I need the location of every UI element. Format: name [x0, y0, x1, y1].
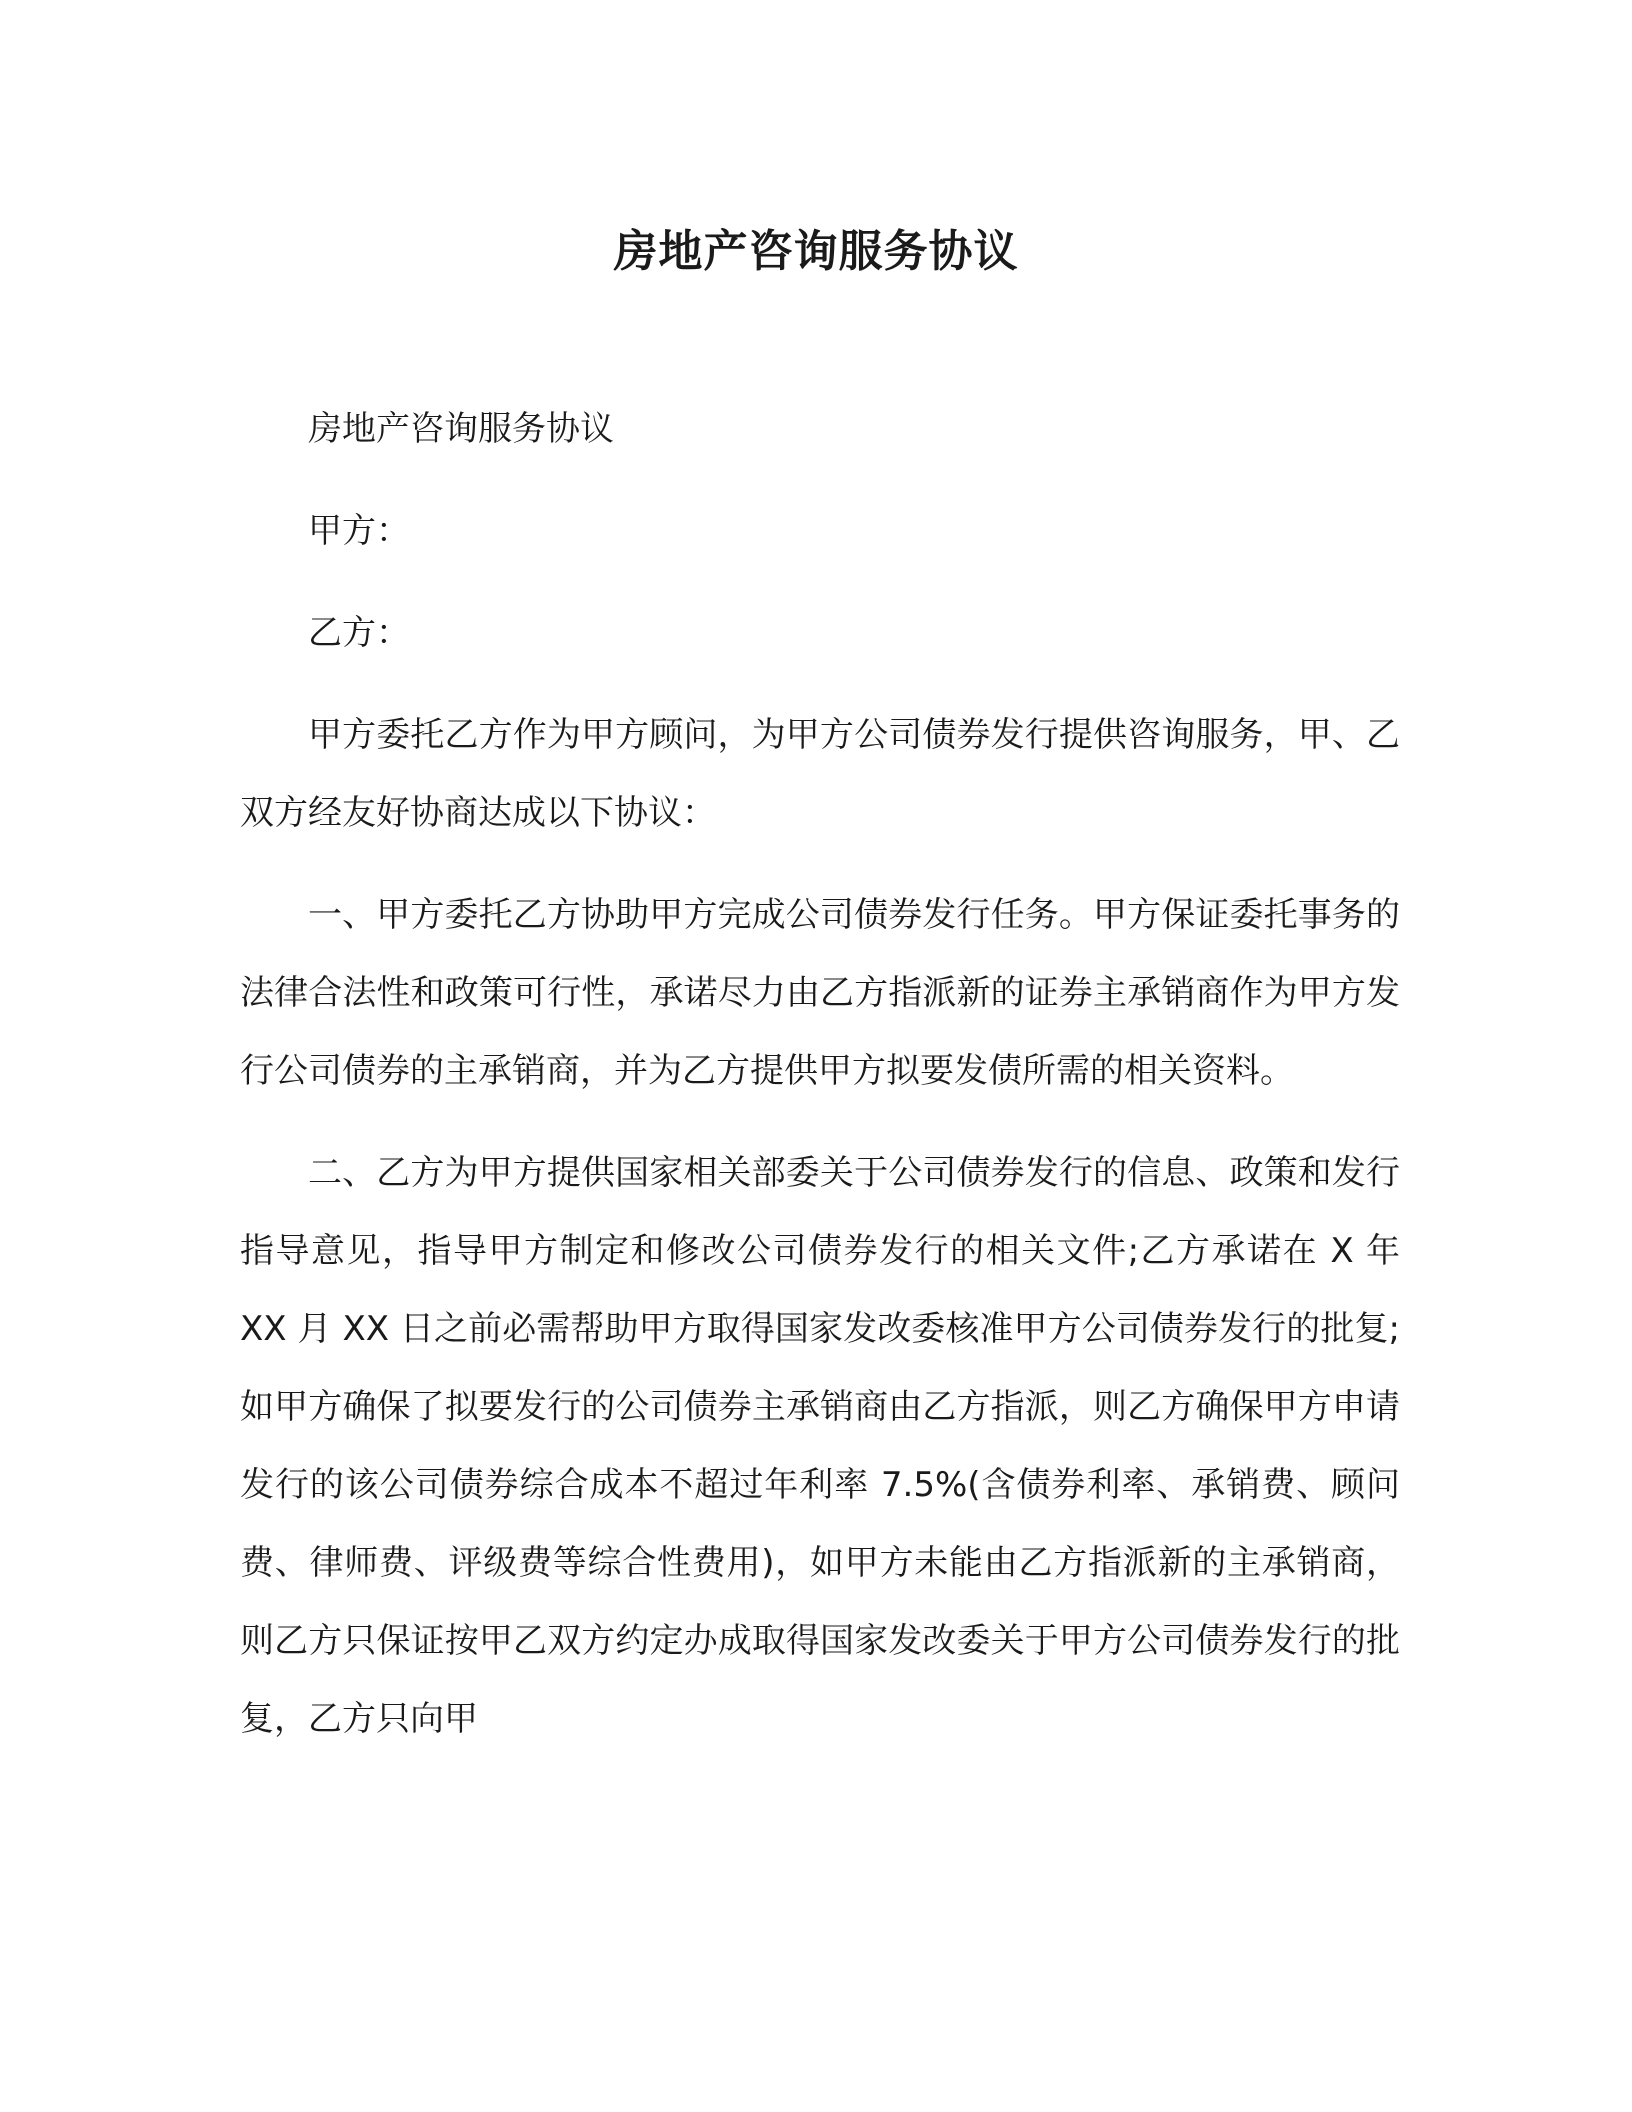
paragraph-heading: 房地产咨询服务协议 [308, 409, 614, 449]
document-title: 房地产咨询服务协议 [613, 226, 1019, 277]
paragraph-intro: 甲方委托乙方作为甲方顾问，为甲方公司债券发行提供咨询服务，甲、乙双方经友好协商达成以下协议： [240, 715, 1400, 833]
paragraph-party-b: 乙方： [308, 613, 410, 653]
paragraph-party-a: 甲方： [308, 511, 410, 551]
document-body [240, 390, 1400, 1782]
paragraph-clause-1: 一、甲方委托乙方协助甲方完成公司债券发行任务。甲方保证委托事务的法律合法性和政策可行性，承诺尽力由乙方指派新的证券主承销商作为甲方发行公司债券的主承销商，并为乙方提供甲方拟要发债所需的相关资料。 [240, 895, 1400, 1091]
paragraph-clause-2: 二、乙方为甲方提供国家相关部委关于公司债券发行的信息、政策和发行指导意见，指导甲方制定和修改公司债券发行的相关文件;乙方承诺在 X 年 XX 月 XX 日之前必需帮助甲方取得国家发改委核准甲方公司债券发行的批复;如甲方确保了拟要发行的公司债券主承销商由乙方指派，则乙方确保甲方申请发行的该公司债券综合成本不超过年利率 7.5%(含债券利率、承销费、顾问费、律师费、评级费等综合性费用)，如甲方未能由乙方指派新的主承销商，则乙方只保证按甲乙双方约定办成取得国家发改委关于甲方公司债券发行的批复，乙方只向甲 [240, 1153, 1400, 1739]
